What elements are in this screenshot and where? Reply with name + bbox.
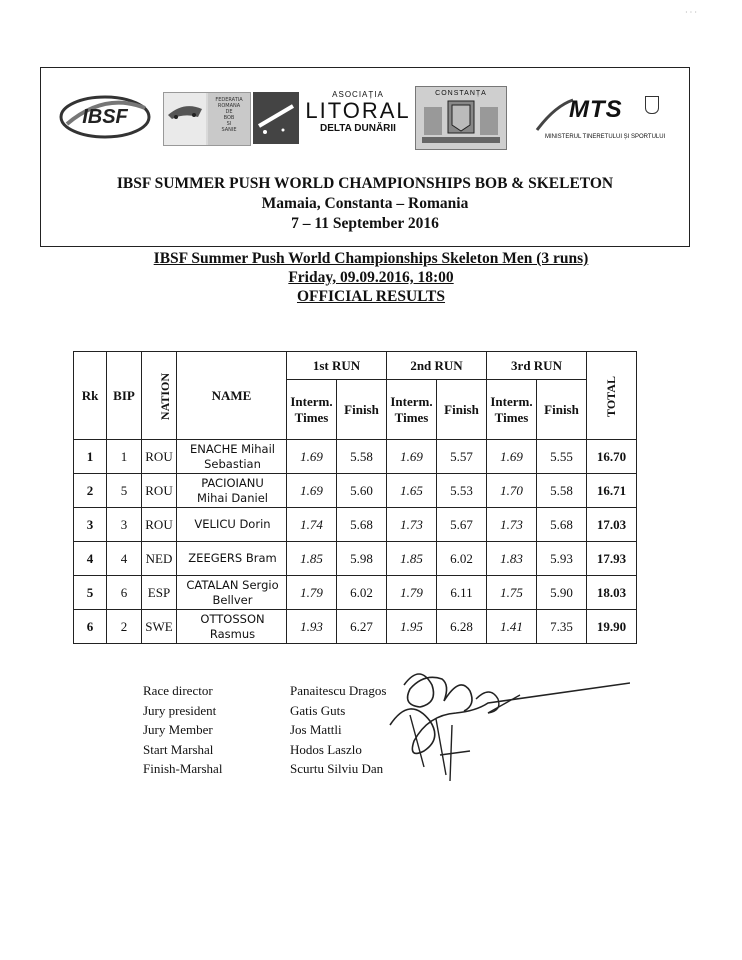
cell-run2-interm: 1.85 — [387, 542, 437, 576]
header-run1-finish: Finish — [337, 380, 387, 440]
cell-run1-finish: 5.58 — [337, 440, 387, 474]
header-run3-finish: Finish — [537, 380, 587, 440]
federation-text-6: SANIE — [221, 127, 237, 133]
cell-run1-finish: 5.60 — [337, 474, 387, 508]
cell-total: 17.93 — [587, 542, 637, 576]
cell-run3-finish: 7.35 — [537, 610, 587, 644]
table-row — [74, 576, 637, 610]
mts-sub-text: MINISTERUL TINERETULUI ȘI SPORTULUI — [545, 134, 666, 140]
header-run1-interm: Interm. Times — [287, 380, 337, 440]
official-role: Finish-Marshal — [143, 761, 223, 776]
cell-run2-finish: 6.28 — [437, 610, 487, 644]
table-row — [74, 610, 637, 644]
cell-bip: 3 — [107, 508, 142, 542]
cell-run1-interm: 1.79 — [287, 576, 337, 610]
cell-rank: 1 — [74, 440, 107, 474]
cell-name: CATALAN Sergio Bellver — [177, 576, 287, 610]
cell-rank: 3 — [74, 508, 107, 542]
event-title-block — [41, 174, 689, 234]
cell-name: ZEEGERS Bram — [177, 542, 287, 576]
header-run2-finish: Finish — [437, 380, 487, 440]
cell-nation: NED — [142, 542, 177, 576]
cell-run2-interm: 1.65 — [387, 474, 437, 508]
cell-run1-interm: 1.69 — [287, 474, 337, 508]
cell-run3-finish: 5.55 — [537, 440, 587, 474]
table-row — [74, 474, 637, 508]
header-run3: 3rd RUN — [487, 352, 587, 380]
official-name: Gatis Guts — [290, 702, 346, 718]
official-role: Race director — [143, 683, 213, 698]
cell-total: 16.70 — [587, 440, 637, 474]
cell-nation: ROU — [142, 440, 177, 474]
mts-logo — [535, 92, 665, 152]
cell-run1-finish: 6.02 — [337, 576, 387, 610]
cell-total: 18.03 — [587, 576, 637, 610]
cell-run2-interm: 1.79 — [387, 576, 437, 610]
document-type: OFFICIAL RESULTS — [296, 288, 446, 305]
cell-run2-finish: 5.67 — [437, 508, 487, 542]
federation-text-4: BOB — [223, 115, 235, 121]
cell-bip: 2 — [107, 610, 142, 644]
cell-bip: 5 — [107, 474, 142, 508]
cell-run2-finish: 6.02 — [437, 542, 487, 576]
cell-run3-interm: 1.75 — [487, 576, 537, 610]
header-bip: BIP — [107, 352, 142, 440]
constanta-crest — [415, 86, 507, 150]
cell-nation: SWE — [142, 610, 177, 644]
cell-run1-finish: 5.68 — [337, 508, 387, 542]
cell-run1-interm: 1.69 — [287, 440, 337, 474]
cell-run3-interm: 1.70 — [487, 474, 537, 508]
event-dates: 7 – 11 September 2016 — [291, 215, 439, 232]
cell-run2-interm: 1.95 — [387, 610, 437, 644]
header-nation: NATION — [142, 352, 177, 440]
ibsf-logo — [59, 90, 151, 144]
cell-run1-interm: 1.93 — [287, 610, 337, 644]
federation-text-1: FEDERATIA — [215, 97, 243, 103]
official-role: Jury president — [143, 702, 217, 718]
event-title: IBSF SUMMER PUSH WORLD CHAMPIONSHIPS BOB & SKELETON — [116, 175, 614, 192]
results-table — [73, 351, 637, 644]
cell-total: 19.90 — [587, 610, 637, 644]
constanta-text: CONSTANȚA — [435, 90, 487, 97]
header-rank: Rk — [74, 352, 107, 440]
cell-run1-interm: 1.85 — [287, 542, 337, 576]
cell-total: 17.03 — [587, 508, 637, 542]
official-role: Start Marshal — [143, 741, 214, 757]
cell-run3-interm: 1.69 — [487, 440, 537, 474]
header-box — [40, 67, 690, 247]
cell-rank: 2 — [74, 474, 107, 508]
litoral-main-text: LITORAL — [305, 98, 411, 123]
header-total: TOTAL — [587, 352, 637, 440]
cell-name: OTTOSSON Rasmus — [177, 610, 287, 644]
competition-title: IBSF Summer Push World Championships Skeleton Men (3 runs) — [153, 250, 589, 267]
header-run2-interm: Interm. Times — [387, 380, 437, 440]
event-location: Mamaia, Constanta – Romania — [261, 195, 469, 212]
cell-name: ENACHE Mihail Sebastian — [177, 440, 287, 474]
table-row — [74, 542, 637, 576]
official-name: Hodos Laszlo — [290, 741, 362, 757]
competition-datetime: Friday, 09.09.2016, 18:00 — [288, 269, 454, 286]
results-heading — [0, 249, 742, 306]
litoral-sub-text: DELTA DUNĂRII — [320, 123, 396, 134]
header-run3-interm: Interm. Times — [487, 380, 537, 440]
ibsf-logo-text: IBSF — [82, 106, 128, 128]
official-name: Panaitescu Dragos — [290, 683, 387, 698]
cell-run2-finish: 6.11 — [437, 576, 487, 610]
cell-bip: 4 — [107, 542, 142, 576]
federation-text-5: SI — [226, 121, 232, 127]
header-run2: 2nd RUN — [387, 352, 487, 380]
logo-strip — [41, 82, 689, 152]
cell-run3-interm: 1.73 — [487, 508, 537, 542]
cell-run2-interm: 1.73 — [387, 508, 437, 542]
cell-run2-finish: 5.57 — [437, 440, 487, 474]
litoral-logo — [303, 90, 413, 152]
header-run1: 1st RUN — [287, 352, 387, 380]
cell-rank: 6 — [74, 610, 107, 644]
romania-crest-icon — [645, 96, 659, 114]
table-row — [74, 508, 637, 542]
federation-text-3: DE — [225, 109, 233, 115]
official-name: Jos Mattli — [290, 722, 342, 737]
federation-text-2: ROMANA — [217, 103, 241, 109]
cell-run3-finish: 5.90 — [537, 576, 587, 610]
cell-bip: 1 — [107, 440, 142, 474]
cell-bip: 6 — [107, 576, 142, 610]
skeleton-emblem — [253, 92, 299, 144]
litoral-top-text: ASOCIAȚIA — [332, 90, 384, 99]
cell-nation: ESP — [142, 576, 177, 610]
cell-nation: ROU — [142, 474, 177, 508]
cell-run2-interm: 1.69 — [387, 440, 437, 474]
cell-name: PACIOIANU Mihai Daniel — [177, 474, 287, 508]
cell-rank: 5 — [74, 576, 107, 610]
cell-run3-finish: 5.68 — [537, 508, 587, 542]
scan-mark: · · · — [685, 8, 697, 17]
cell-name: VELICU Dorin — [177, 508, 287, 542]
table-row — [74, 440, 637, 474]
signature-icon — [380, 655, 630, 795]
official-name: Scurtu Silviu Dan — [290, 761, 384, 776]
cell-run1-finish: 5.98 — [337, 542, 387, 576]
cell-run3-interm: 1.83 — [487, 542, 537, 576]
cell-nation: ROU — [142, 508, 177, 542]
cell-run1-finish: 6.27 — [337, 610, 387, 644]
cell-run1-interm: 1.74 — [287, 508, 337, 542]
cell-run2-finish: 5.53 — [437, 474, 487, 508]
header-name: NAME — [177, 352, 287, 440]
cell-run3-interm: 1.41 — [487, 610, 537, 644]
official-role: Jury Member — [143, 722, 213, 737]
mts-text: MTS — [569, 96, 623, 123]
cell-run3-finish: 5.93 — [537, 542, 587, 576]
cell-total: 16.71 — [587, 474, 637, 508]
federation-logo — [163, 92, 251, 146]
cell-run3-finish: 5.58 — [537, 474, 587, 508]
cell-rank: 4 — [74, 542, 107, 576]
